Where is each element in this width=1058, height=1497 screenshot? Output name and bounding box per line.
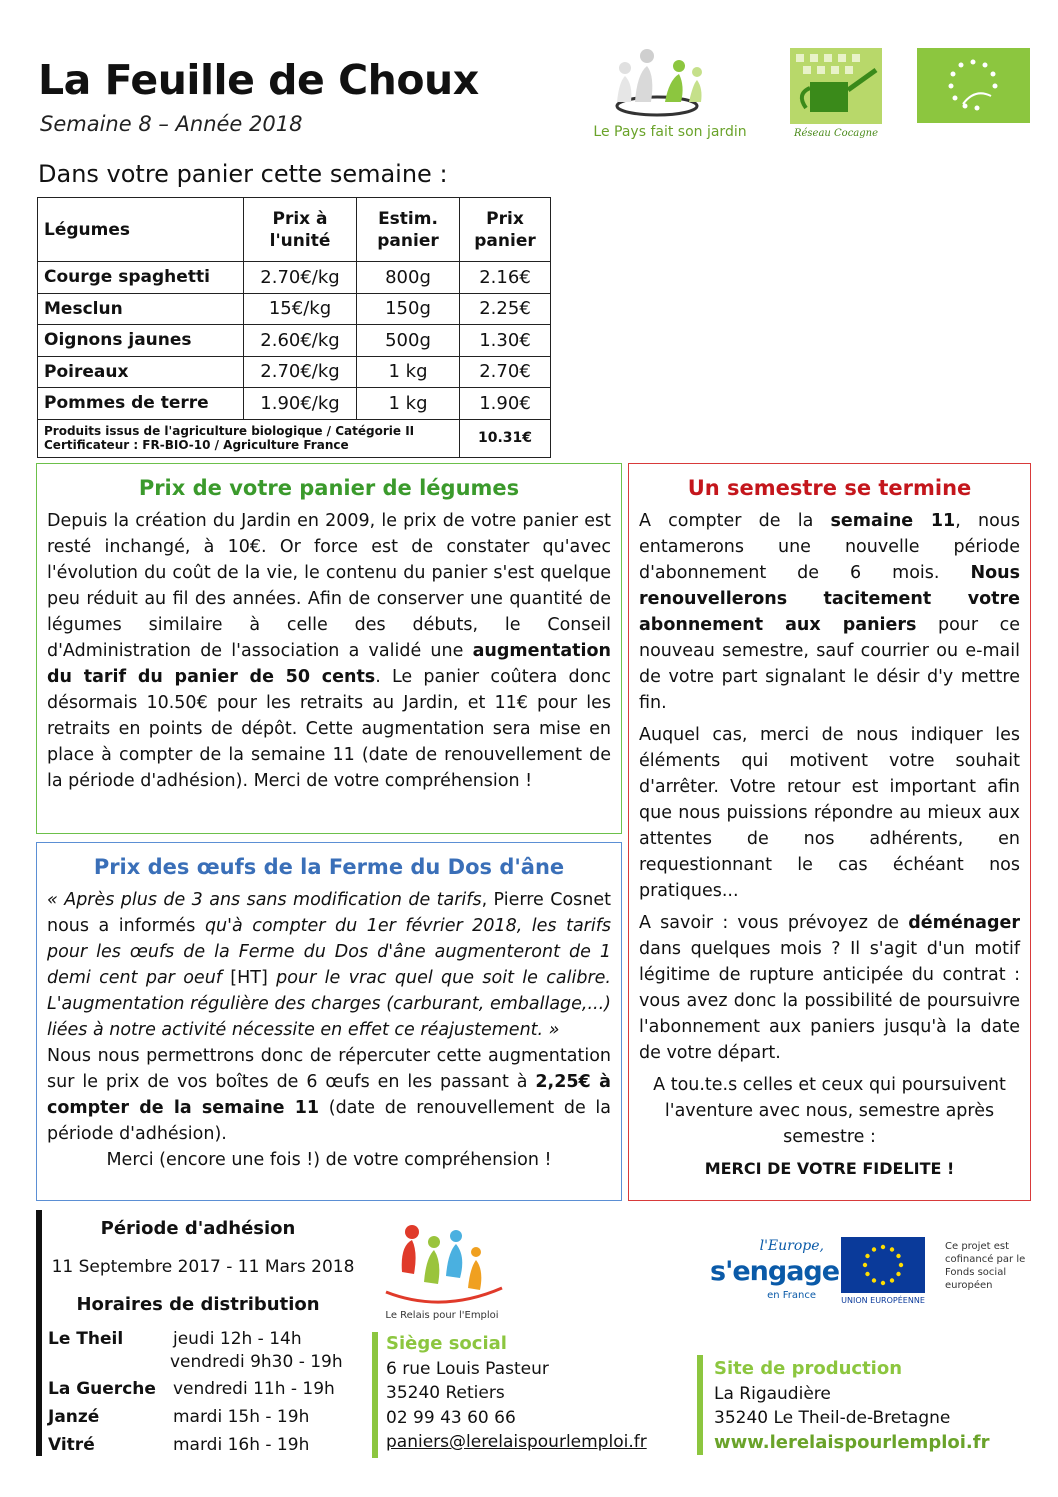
cell-unit-price: 15€/kg bbox=[244, 293, 357, 325]
basket-heading: Dans votre panier cette semaine : bbox=[38, 160, 448, 188]
cell-vegetable: Poireaux bbox=[38, 356, 244, 388]
text-span: pour ce nouveau semestre, sauf courrier ou e-mail de votre part signalant le désir d'y mettre fin. bbox=[639, 615, 1020, 713]
siege-phone: 02 99 43 60 66 bbox=[386, 1407, 516, 1428]
semester-box bbox=[628, 463, 1031, 1201]
bold-span: augmentation du tarif du panier de 50 cents bbox=[47, 641, 611, 687]
production-divider bbox=[697, 1355, 703, 1455]
siege-title: Siège social bbox=[386, 1333, 507, 1354]
page-subtitle: Semaine 8 – Année 2018 bbox=[40, 112, 303, 136]
col-header-estim-panier: Estim. panier bbox=[357, 198, 460, 262]
col-header-legumes: Légumes bbox=[38, 198, 244, 262]
schedule-place: Le Theil bbox=[48, 1329, 124, 1349]
cell-quantity: 150g bbox=[357, 293, 460, 325]
semester-para-4: A tou.te.s celles et ceux qui poursuivent l'aventure avec nous, semestre après semestre : bbox=[653, 1075, 1006, 1147]
siege-address-line-2: 35240 Retiers bbox=[386, 1383, 505, 1403]
eu-flag-label: UNION EUROPÉENNE bbox=[841, 1296, 925, 1305]
egg-thanks: Merci (encore une fois !) de votre compréhension ! bbox=[106, 1150, 552, 1170]
page-title: La Feuille de Choux bbox=[38, 56, 479, 104]
europe-sengage-logo bbox=[700, 1238, 840, 1308]
schedule-time: mardi 16h - 19h bbox=[173, 1435, 310, 1455]
basket-price-text bbox=[47, 508, 611, 794]
basket-price-title: Prix de votre panier de légumes bbox=[138, 476, 520, 500]
table-row bbox=[38, 325, 551, 357]
egg-price-title: Prix des œufs de la Ferme du Dos d'âne bbox=[93, 855, 565, 879]
cell-basket-price: 2.25€ bbox=[460, 293, 551, 325]
adhesion-title: Période d'adhésion bbox=[100, 1218, 296, 1239]
text-span: Depuis la création du Jardin en 2009, le prix de votre panier est resté inchangé, à 10€. Or force est de constater qu'avec l'évolution du coût de la vie, le contenu du panier s'est quelque peu réduit au fil des années. Afin de conserver une quantité de légumes similaire à celle des débuts, le Conseil d'Administration de l'association a validé une bbox=[47, 511, 611, 661]
horaires-title: Horaires de distribution bbox=[76, 1294, 320, 1315]
website-link[interactable]: www.lerelaispourlemploi.fr bbox=[714, 1431, 990, 1453]
italic-span: pour le vrac quel que soit le calibre. L'augmentation régulière des charges (carburant, emballage,...) liées à notre activité nécessite en effet ce réajustement. » bbox=[47, 968, 611, 1040]
bold-span: 2,25€ à compter de la semaine 11 bbox=[47, 1072, 611, 1118]
cell-vegetable: Pommes de terre bbox=[38, 388, 244, 420]
basket-price-box bbox=[36, 463, 622, 834]
reseau-cocagne-logo bbox=[788, 48, 884, 139]
production-site-block bbox=[714, 1357, 989, 1455]
schedule-place: Janzé bbox=[48, 1407, 100, 1427]
pays-fait-son-jardin-logo bbox=[585, 44, 755, 144]
semester-para-1 bbox=[639, 508, 1020, 716]
siege-email-link[interactable]: paniers@lerelaispourlemploi.fr bbox=[386, 1432, 647, 1452]
text-span: [HT] bbox=[221, 968, 277, 988]
schedule-time: vendredi 9h30 - 19h bbox=[170, 1352, 343, 1372]
siege-divider bbox=[372, 1332, 378, 1458]
semester-para-2: Auquel cas, merci de nous indiquer les éléments qui motivent votre souhait d'arrêter. Votre retour est important afin que nous puissions répondre au mieux aux attentes de nos adhérents, en requestionnant le cas échéant nos pratiques... bbox=[639, 725, 1020, 901]
bold-span: déménager bbox=[908, 913, 1020, 933]
text-span: , Pierre Cosnet nous a informés bbox=[47, 890, 611, 936]
text-span: Nous nous permettrons donc de répercuter cette augmentation sur le prix de vos boîtes de 6 œufs en les passant à bbox=[47, 1046, 611, 1092]
table-header-row bbox=[38, 198, 551, 262]
schedule-time: mardi 15h - 19h bbox=[173, 1407, 310, 1427]
production-title: Site de production bbox=[714, 1358, 903, 1379]
europe-logo-line-2: s'engage bbox=[710, 1256, 840, 1287]
schedule-place: La Guerche bbox=[48, 1379, 156, 1399]
production-line-2: 35240 Le Theil-de-Bretagne bbox=[714, 1408, 951, 1428]
table-row bbox=[38, 293, 551, 325]
cell-vegetable: Courge spaghetti bbox=[38, 262, 244, 294]
relais-logo-label: Le Relais pour l'Emploi bbox=[385, 1310, 499, 1321]
text-span: A compter de la bbox=[639, 511, 831, 531]
schedule-place: Vitré bbox=[48, 1435, 95, 1455]
italic-span: qu'à compter du 1er février 2018, les tarifs pour les œufs de la Ferme du Dos d'âne augmenteront de 1 demi cent par oeuf bbox=[47, 916, 611, 988]
cell-quantity: 1 kg bbox=[357, 356, 460, 388]
semester-para-3 bbox=[639, 910, 1020, 1066]
fse-cofinance-text: Ce projet est cofinancé par le Fonds social européen bbox=[945, 1241, 1026, 1291]
schedule-time: jeudi 12h - 14h bbox=[173, 1329, 302, 1349]
col-header-prix-unite: Prix à l'unité bbox=[244, 198, 357, 262]
adhesion-dates: 11 Septembre 2017 - 11 Mars 2018 bbox=[51, 1257, 355, 1277]
bold-span: semaine 11 bbox=[830, 511, 956, 531]
cocagne-logo-label: Réseau Cocagne bbox=[793, 128, 879, 139]
text-span: . Le panier coûtera donc désormais 10.50€ pour les retraits au Jardin, et 11€ pour les retraits en points de dépôt. Cette augmentation sera mise en place à compter de la semaine 11 (date de renouvellement de la période d'adhésion). Merci de votre compréhension ! bbox=[47, 667, 612, 791]
footer-divider-left bbox=[36, 1210, 42, 1456]
eu-organic-logo bbox=[917, 48, 1030, 123]
text-span: dans quelques mois ? Il s'agit d'un motif légitime de rupture anticipée du contrat : vous avez donc la possibilité de poursuivre l'abonnement aux paniers jusqu'à la date de votre départ. bbox=[639, 939, 1020, 1063]
certification-line-2: Certificateur : FR-BIO-10 / Agriculture France bbox=[44, 438, 349, 452]
vegetable-price-table bbox=[37, 197, 551, 458]
cell-basket-price: 1.90€ bbox=[460, 388, 551, 420]
cell-unit-price: 2.70€/kg bbox=[244, 356, 357, 388]
production-line-1: La Rigaudière bbox=[714, 1383, 831, 1404]
cell-unit-price: 1.90€/kg bbox=[244, 388, 357, 420]
cell-basket-price: 1.30€ bbox=[460, 325, 551, 357]
siege-social-block bbox=[386, 1332, 647, 1455]
cell-basket-price: 2.16€ bbox=[460, 262, 551, 294]
egg-price-text bbox=[47, 887, 611, 1147]
text-span: A savoir : vous prévoyez de bbox=[639, 913, 909, 933]
text-span: , nous entamerons une nouvelle période d'abonnement de 6 mois. bbox=[639, 511, 1020, 583]
table-row bbox=[38, 262, 551, 294]
text-span: (date de renouvellement de la période d'adhésion). bbox=[47, 1098, 611, 1144]
cell-quantity: 800g bbox=[357, 262, 460, 294]
certification-note bbox=[38, 419, 460, 457]
siege-address-line-1: 6 rue Louis Pasteur bbox=[386, 1358, 549, 1379]
egg-price-box bbox=[36, 842, 622, 1201]
eu-flag-icon bbox=[841, 1237, 925, 1293]
italic-span: « Après plus de 3 ans sans modification de tarifs bbox=[47, 890, 482, 910]
certification-line-1: Produits issus de l'agriculture biologique / Catégorie II bbox=[44, 424, 415, 438]
cell-vegetable: Oignons jaunes bbox=[38, 325, 244, 357]
table-row bbox=[38, 356, 551, 388]
cell-unit-price: 2.70€/kg bbox=[244, 262, 357, 294]
schedule-time: vendredi 11h - 19h bbox=[173, 1379, 335, 1399]
cell-vegetable: Mesclun bbox=[38, 293, 244, 325]
col-header-prix-panier: Prix panier bbox=[460, 198, 551, 262]
europe-logo-line-1: l'Europe, bbox=[759, 1238, 824, 1254]
table-footer-row bbox=[38, 419, 551, 457]
cell-quantity: 500g bbox=[357, 325, 460, 357]
cell-basket-price: 2.70€ bbox=[460, 356, 551, 388]
bold-span: Nous renouvellerons tacitement votre abonnement aux paniers bbox=[639, 563, 1020, 635]
table-row bbox=[38, 388, 551, 420]
cell-quantity: 1 kg bbox=[357, 388, 460, 420]
semester-thanks: MERCI DE VOTRE FIDELITE ! bbox=[704, 1159, 955, 1178]
basket-total: 10.31€ bbox=[460, 419, 551, 457]
semester-title: Un semestre se termine bbox=[687, 476, 972, 500]
europe-logo-line-3: en France bbox=[767, 1290, 816, 1301]
pays-logo-label: Le Pays fait son jardin bbox=[593, 124, 747, 140]
relais-pour-emploi-logo bbox=[372, 1222, 512, 1327]
cell-unit-price: 2.60€/kg bbox=[244, 325, 357, 357]
